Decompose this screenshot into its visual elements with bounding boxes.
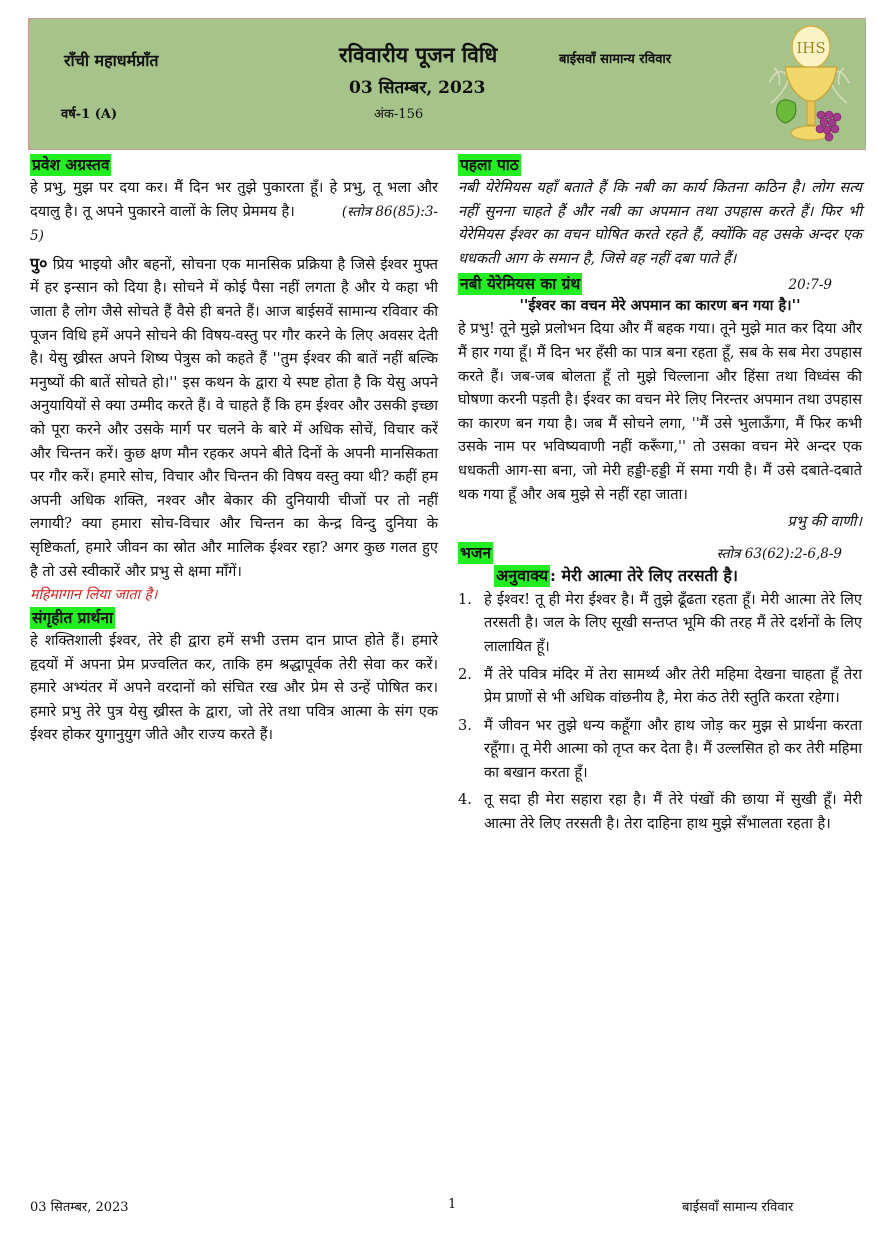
- book-reference: 20:7-9: [788, 277, 832, 294]
- page-number: 1: [448, 1197, 457, 1212]
- collect-heading: संगृहीत प्रार्थना: [32, 608, 114, 628]
- word-of-the-lord: प्रभु की वाणी।: [787, 513, 862, 531]
- sunday-name: बाईसवाँ सामान्य रविवार: [559, 52, 672, 67]
- psalm-heading: भजन: [460, 542, 492, 562]
- issue-number: अंक-156: [374, 107, 424, 122]
- verse-text: मैं तेरे पवित्र मंदिर में तेरा सामर्थ्य और तेरी महिमा देखना चाहता हूँ तेरा प्रेम प्राणों से भी अधिक वांछनीय है, मेरा कंठ तेरी स्तुति करता रहेगा।: [484, 665, 862, 707]
- footer-sunday: बाईसवाँ सामान्य रविवार: [682, 1200, 794, 1215]
- gloria-note: महिमागान लिया जाता है।: [30, 587, 158, 604]
- book-heading-row: [458, 273, 862, 295]
- priest-label: पु०: [30, 253, 48, 273]
- verse-text: हे ईश्वर! तू ही मेरा ईश्वर है। मैं तुझे ढूँढता रहता हूँ। मेरी आत्मा तेरे लिए तरसती है। जल के लिए सूखी सन्तप्त भूमि की तरह मैं तेरे दर्शनों के लिए लालायित हूँ।: [484, 590, 862, 655]
- response-label: अनुवाक्य: [496, 565, 548, 585]
- logo-ihs-text: IHS: [796, 39, 826, 57]
- year-label: वर्ष-1 (A): [61, 107, 118, 122]
- entrance-antiphon-heading: प्रवेश अग्रस्तव: [32, 155, 110, 174]
- psalm-verses: [458, 588, 862, 836]
- priest-introduction: [30, 252, 438, 583]
- publication-title: रविवारीय पूजन विधि: [339, 42, 498, 67]
- entrance-antiphon-ref: (स्तोत्र 86(85):3-5): [30, 203, 438, 245]
- reading-title: ''ईश्वर का वचन मेरे अपमान का कारण बन गया है।'': [519, 297, 801, 315]
- verse-text: तू सदा ही मेरा सहारा रहा है। मैं तेरे पंखों की छाया में सुखी हूँ। मेरी आत्मा तेरे लिए तरसती है। तेरा दाहिना हाथ मुझे सँभालता रहता है।: [484, 791, 862, 833]
- psalm-verse: [458, 663, 862, 710]
- verse-number: 3.: [458, 716, 472, 734]
- book-heading: नबी येरेमियस का ग्रंथ: [460, 274, 581, 294]
- psalm-reference: स्तोत्र 63(62):2-6,8-9: [716, 545, 842, 562]
- response-text: : मेरी आत्मा तेरे लिए तरसती है।: [549, 565, 738, 585]
- entrance-antiphon: [30, 176, 438, 249]
- psalm-response: [494, 564, 862, 588]
- left-column: [30, 154, 438, 747]
- chalice-host-icon: [759, 23, 859, 147]
- first-reading-intro: नबी येरेमियस यहाँ बताते हैं कि नबी का कार्य कितना कठिन है। लोग सत्य नहीं सुनना चाहते हैं और नबी का अपमान तथा उपहास करते हैं। फिर भी येरेमियस ईश्वर का वचन घोषित करते रहते हैं, क्योंकि वह उसके अन्दर एक धधकती आग के समान है, जिसे वह नहीं दबा पाते हैं।: [458, 179, 862, 267]
- collect-prayer: हे शक्तिशाली ईश्वर, तेरे ही द्वारा हमें सभी उत्तम दान प्राप्त होते हैं। हमारे हृदयों में अपना प्रेम प्रज्वलित कर, ताकि हम श्रद्धापूर्वक तेरी सेवा कर करें। हमारे अभ्यंतर में अपने वरदानों को संचित रख और प्रेम से उन्हें पोषित कर। हमारे प्रभु तेरे पुत्र येसु ख्रीस्त के द्वारा, जो तेरे तथा पवित्र आत्मा के संग एक ईश्वर होकर युगानुयुग जीते और राज्य करते हैं।: [30, 632, 438, 744]
- psalm-heading-row: [458, 542, 862, 564]
- first-reading-heading: पहला पाठ: [460, 155, 519, 174]
- priest-introduction-text: प्रिय भाइयो और बहनों, सोचना एक मानसिक प्रक्रिया है जिसे ईश्वर मुफ्त में हर इन्सान को दिया है। सोचने में कोई पैसा नहीं लगता है और ये कहा भी जाता है लोग जैसे सोचते हैं वैसे ही बनते हैं। आज बाईसवें सामान्य रविवार की पूजन विधि हमें अपने सोचने की विषय-वस्तु पर गौर करने के लिए अवसर देती है। येसु ख्रीस्त अपने शिष्य पेत्रुस को कहते हैं ''तुम ईश्वर की बातें नहीं बल्कि मनुष्यों की बातें सोचते हो।'' इस कथन के द्वारा ये स्पष्ट होता है कि येसु अपने अनुयायियों से क्या उम्मीद करते हैं। वे चाहते हैं कि हम ईश्वर और उसकी इच्छा को पूरा करने और उसके मार्ग पर चलने के बारे में अधिक सोचें, विचार करें और चिन्तन करें। कुछ क्षण मौन रहकर अपने बीते दिनों के अपनी मानसिकता पर गौर करें। हमारे सोच, विचार और चिन्तन की विषय वस्तु क्या थी? कहीं हम अपनी अधिक शक्ति, नश्वर और बेकार की दुनियायी चीजों पर तो नहीं लगायी? क्या हमारा सोच-विचार और चिन्तन का केन्द्र विन्दु दुनिया के सृष्टिकर्ता, हमारे जीवन का स्रोत और मालिक ईश्वर रहा? अगर कुछ गलत हुए है तो उसे स्वीकारें और प्रभु से क्षमा माँगें।: [30, 255, 438, 580]
- verse-number: 1.: [458, 590, 472, 608]
- verse-text: मैं जीवन भर तुझे धन्य कहूँगा और हाथ जोड़ कर मुझ से प्रार्थना करता रहूँगा। तू मेरी आत्मा को तृप्त कर देता है। मैं उल्लसित हो कर तेरी महिमा का बखान करता हूँ।: [484, 716, 862, 781]
- verse-number: 2.: [458, 665, 472, 683]
- reading-text: हे प्रभु! तूने मुझे प्रलोभन दिया और मैं बहक गया। तूने मुझे मात कर दिया और मैं हार गया हूँ। मैं दिन भर हँसी का पात्र बना रहता हूँ, सब के सब मेरा उपहास करते हैं। जब-जब बोलता हूँ तो मुझे चिल्लाना और हिंसा तथा विध्वंस की घोषणा करनी पड़ती है। ईश्वर का वचन मेरे लिए निरन्तर अपमान तथा उपहास का कारण बन गया है। जब मैं सोचने लगा, ''मैं उसे भुलाऊँगा, मैं फिर कभी उसके नाम पर भविष्यवाणी नहीं करूँगा,'' तो उसका वचन मेरे अन्दर एक धधकती आग-सा बना, जो मेरी हड्डी-हड्डी में समा गयी है। मैं उसे दबाते-दबाते थक गया हूँ और अब मुझे से नहीं रहा जाता।: [458, 320, 862, 503]
- verse-number: 4.: [458, 791, 472, 809]
- footer-date: 03 सितम्बर, 2023: [30, 1200, 129, 1215]
- diocese-name: राँची महाधर्मप्राँत: [64, 51, 159, 70]
- page-header: [28, 18, 866, 150]
- psalm-verse: [458, 588, 862, 659]
- right-column: [458, 154, 862, 836]
- publication-date: 03 सितम्बर, 2023: [349, 78, 486, 98]
- psalm-verse: [458, 788, 862, 835]
- psalm-verse: [458, 714, 862, 785]
- entrance-antiphon-text: हे प्रभु, मुझ पर दया कर। मैं दिन भर तुझे पुकारता हूँ। हे प्रभु, तू भला और दयालु है। तू अपने पुकारने वालों के लिए प्रेममय है।: [30, 179, 438, 220]
